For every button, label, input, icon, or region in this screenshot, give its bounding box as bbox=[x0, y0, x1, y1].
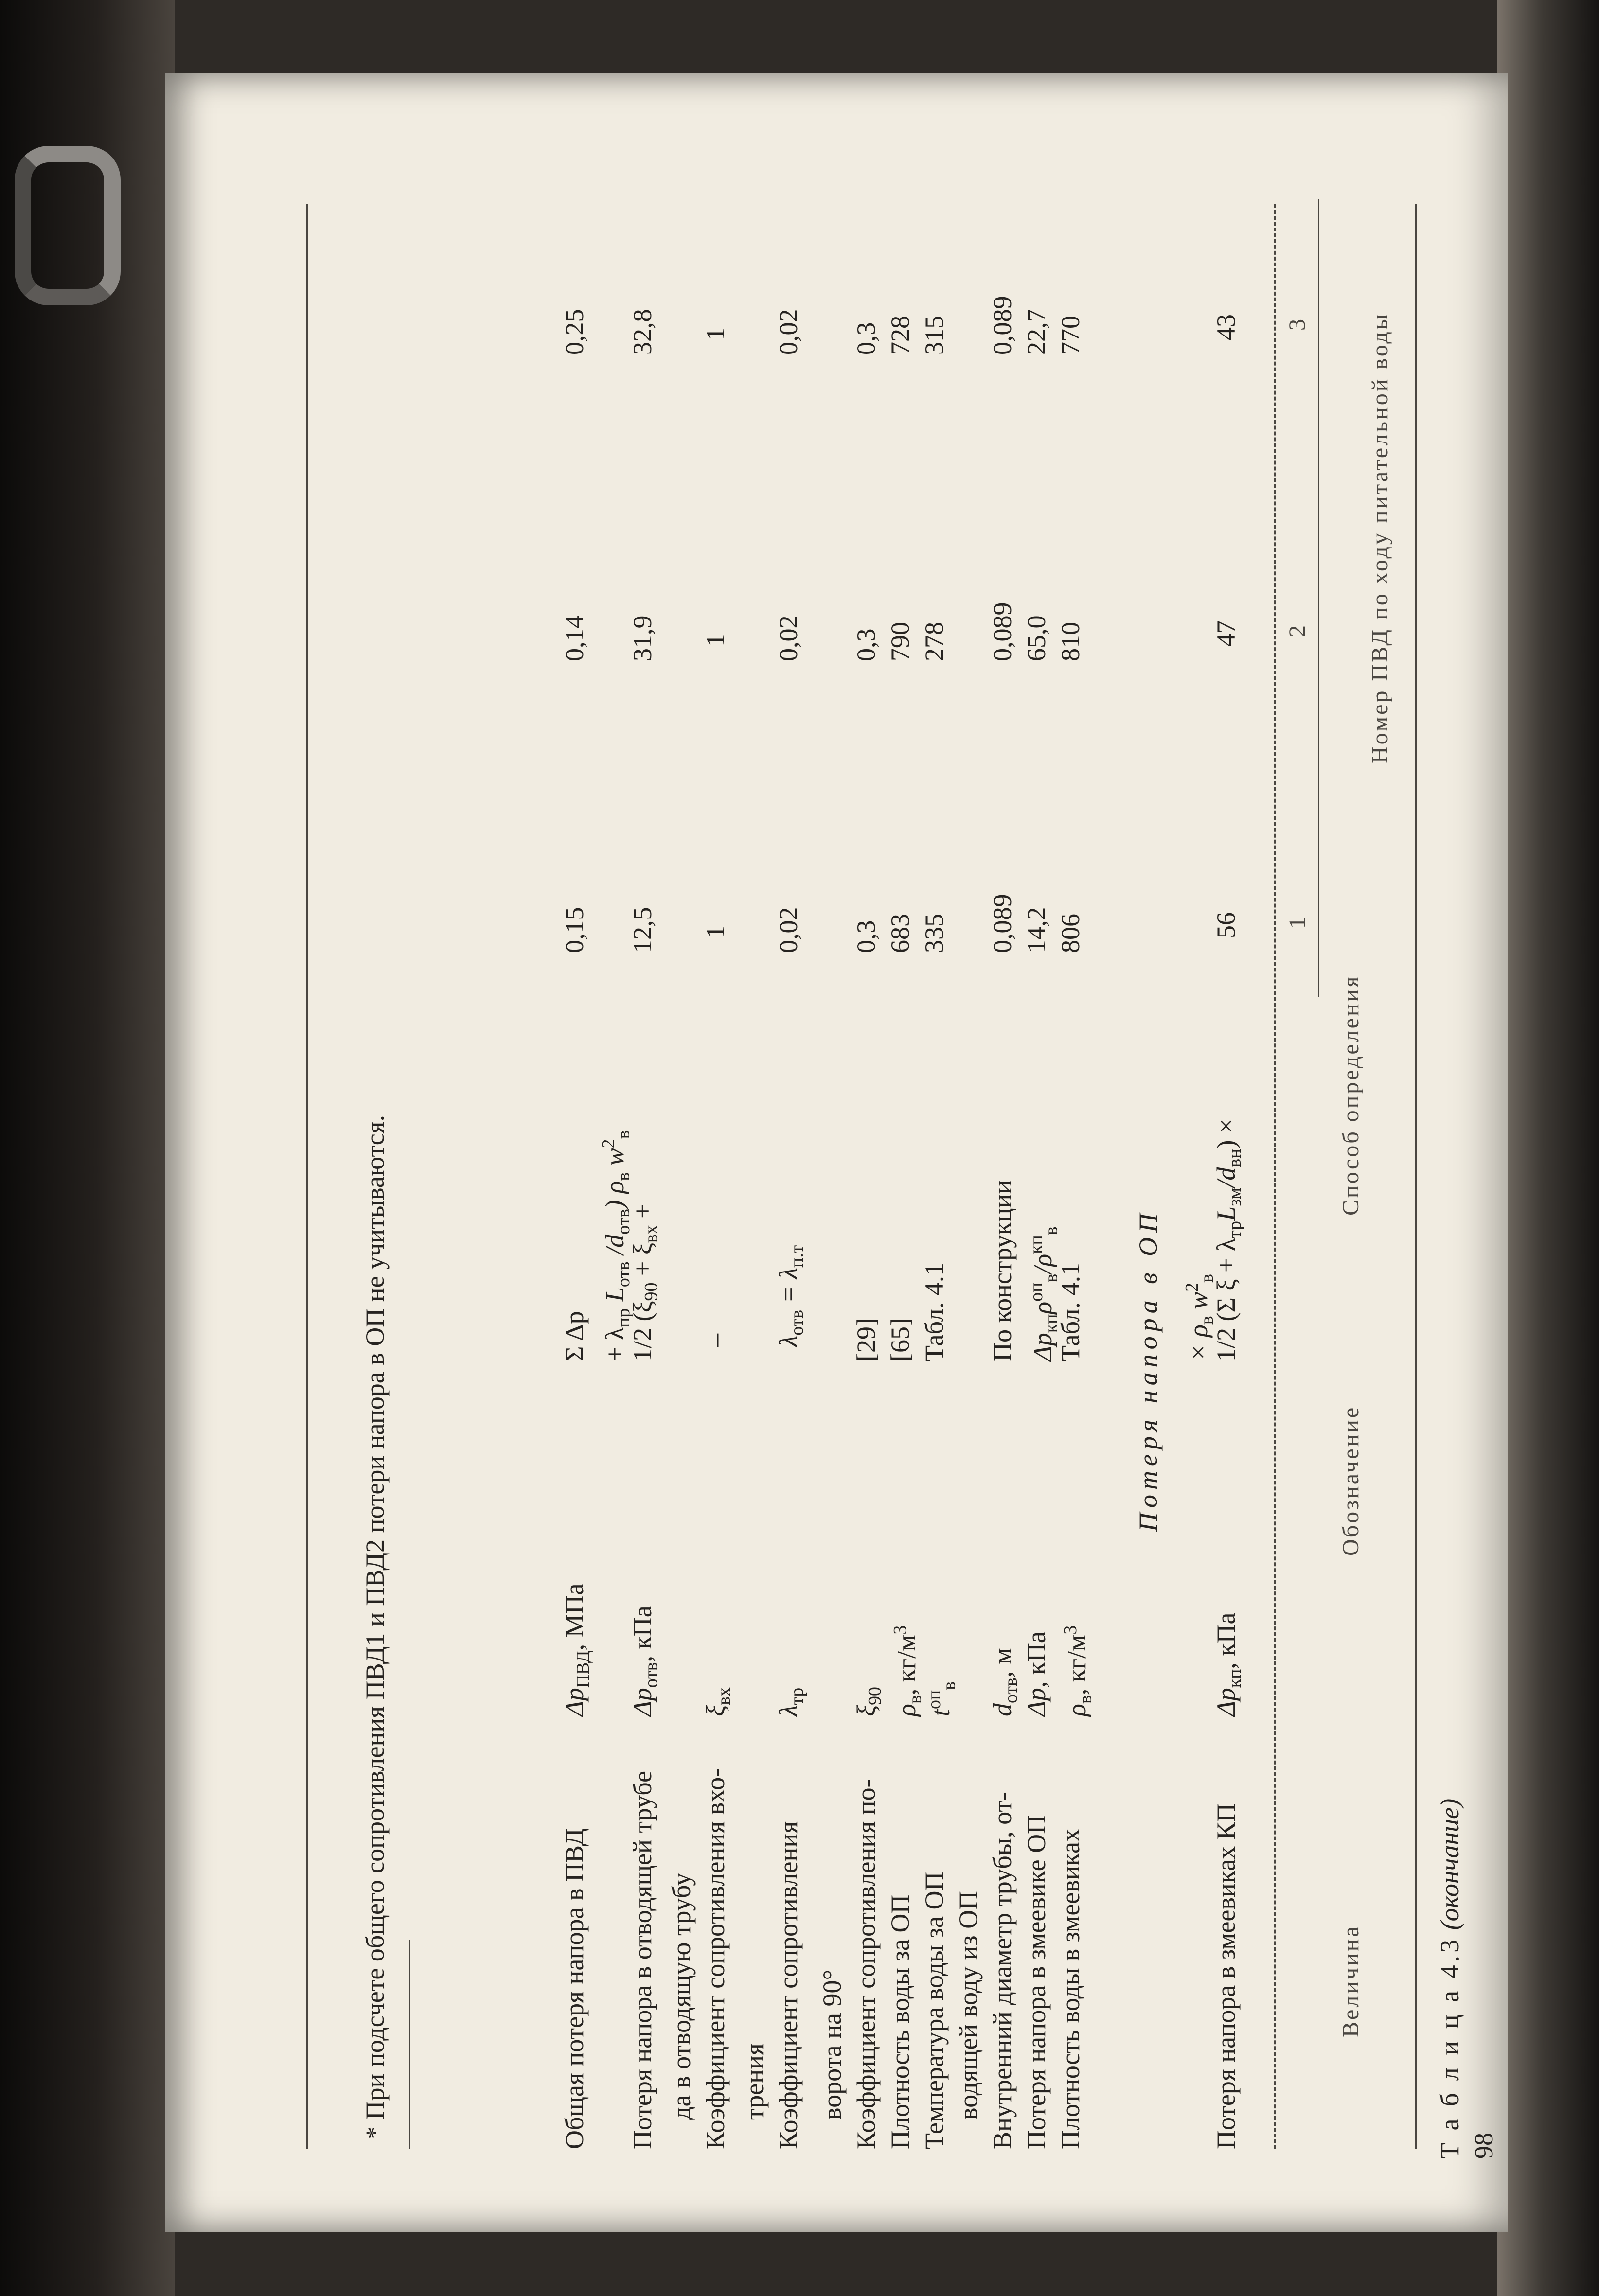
group-header-rule bbox=[1318, 199, 1319, 997]
row-v2: 0,089 bbox=[988, 602, 1017, 661]
row-method: Табл. 4.1 bbox=[1056, 1262, 1085, 1361]
f1e: /d bbox=[1211, 1167, 1241, 1188]
f2a: × ρ bbox=[1184, 1325, 1213, 1361]
row-method-2 bbox=[593, 1130, 639, 1361]
f1c: L bbox=[1211, 1206, 1241, 1221]
symbol-sub: кп bbox=[1224, 1669, 1245, 1688]
row-method: По конструкции bbox=[988, 1180, 1017, 1361]
f1g: ) × bbox=[1211, 1118, 1241, 1149]
row-v1: 683 bbox=[886, 914, 915, 953]
unit: , кПа bbox=[1022, 1631, 1051, 1688]
row-v1: 1 bbox=[701, 925, 730, 938]
unit-sup: 3 bbox=[1060, 1625, 1081, 1635]
m-sup: оп bbox=[1026, 1282, 1047, 1302]
sym-sub: ПВД bbox=[572, 1650, 593, 1688]
row-v2: 810 bbox=[1056, 622, 1085, 661]
symbol-text: Δp bbox=[1211, 1688, 1241, 1716]
f1f: вн bbox=[1224, 1148, 1245, 1167]
m-tail: + bbox=[628, 1203, 657, 1225]
row-method bbox=[773, 1245, 812, 1347]
row-v2: 0,14 bbox=[560, 615, 589, 661]
row-v2: 31,9 bbox=[628, 615, 657, 661]
sym-sub: отв bbox=[1000, 1678, 1021, 1703]
sym: Δp bbox=[1022, 1688, 1051, 1716]
header-notation: Обозначение bbox=[1338, 1405, 1364, 1556]
header-hpd-group: Номер ПВД по ходу питательной воды bbox=[1367, 312, 1393, 763]
row-kp-formula-2 bbox=[1177, 1274, 1222, 1361]
m: Δp bbox=[1028, 1333, 1057, 1361]
l2-w: w bbox=[600, 1148, 629, 1172]
sym: ξ bbox=[852, 1705, 881, 1716]
m: 1/2 (ξ bbox=[628, 1301, 657, 1361]
m-sub3: в bbox=[1041, 1226, 1062, 1236]
row-v1: 0,3 bbox=[852, 920, 881, 953]
row-name: Коэффициент сопротивления вхо- bbox=[701, 1768, 730, 2149]
row-method: Табл. 4.1 bbox=[920, 1262, 949, 1361]
row-v3: 22,7 bbox=[1022, 309, 1051, 355]
row-v3: 0,25 bbox=[560, 309, 589, 355]
f1a: 1/2 (Σ ξ + λ bbox=[1211, 1238, 1241, 1361]
m-sub: отв bbox=[786, 1309, 807, 1336]
binder-clip bbox=[15, 146, 121, 305]
row-v2: 0,02 bbox=[774, 615, 803, 661]
row-symbol bbox=[627, 1606, 666, 1716]
footnote: * При подсчете общего сопротивления ПВД1 и ПВД2 потери напора в ОП не учитываются. bbox=[360, 1114, 390, 2139]
row-v3: 32,8 bbox=[628, 309, 657, 355]
header-bottom-rule bbox=[1274, 204, 1276, 2149]
m-sub3: вх bbox=[640, 1225, 661, 1243]
row-v1: 806 bbox=[1056, 914, 1085, 953]
row-symbol bbox=[559, 1583, 598, 1716]
row-kp-v3: 43 bbox=[1211, 314, 1241, 340]
table-bottom-rule bbox=[306, 204, 308, 2149]
l2-sub: пр bbox=[613, 1308, 634, 1327]
table-title-label: Т а б л и ц а 4.3 bbox=[1435, 1936, 1464, 2159]
row-kp-v2: 47 bbox=[1211, 620, 1241, 647]
m-sub3: п.т bbox=[786, 1245, 807, 1268]
row-symbol bbox=[773, 1688, 812, 1716]
row-symbol bbox=[885, 1625, 930, 1716]
row-v3: 728 bbox=[886, 316, 915, 355]
f1d: зм bbox=[1224, 1187, 1245, 1206]
f2d: 2 bbox=[1182, 1282, 1202, 1292]
row-name: Коэффициент сопротивления bbox=[774, 1821, 803, 2149]
sym: t bbox=[926, 1709, 955, 1716]
table-title bbox=[1435, 1799, 1465, 2159]
row-v1: 14,2 bbox=[1022, 907, 1051, 953]
unit: , кг/м bbox=[892, 1634, 921, 1696]
table-title-note: (окончание) bbox=[1435, 1798, 1464, 1930]
row-v1: 12,5 bbox=[628, 907, 657, 953]
m-sub: кп bbox=[1041, 1314, 1062, 1333]
l2-sub5: в bbox=[613, 1130, 634, 1139]
section-title: Потеря напора в ОП bbox=[1134, 1208, 1163, 1532]
sym-sub: тр bbox=[786, 1687, 807, 1705]
row-name: Потеря напора в отводящей трубе bbox=[628, 1771, 657, 2149]
l2-mid: L bbox=[600, 1287, 629, 1308]
sym: ρ bbox=[1062, 1704, 1091, 1716]
row-v2: 65,0 bbox=[1022, 615, 1051, 661]
book-page bbox=[165, 73, 1508, 2232]
row-v2: 278 bbox=[920, 622, 949, 661]
row-v2: 790 bbox=[886, 622, 915, 661]
row-method: [65] bbox=[886, 1318, 915, 1361]
unit-sup: 3 bbox=[890, 1625, 910, 1635]
unit: , кПа bbox=[628, 1606, 657, 1662]
row-method bbox=[1021, 1226, 1066, 1361]
row-method: Σ Δp bbox=[560, 1311, 589, 1361]
m-end: /ρ bbox=[1028, 1254, 1057, 1274]
row-name-cont: водящей воду из ОП bbox=[954, 1890, 983, 2120]
sym: ξ bbox=[701, 1705, 730, 1716]
sym-sub: вх bbox=[713, 1687, 734, 1705]
header-method: Способ определения bbox=[1338, 974, 1364, 1216]
table-top-rule bbox=[1415, 204, 1417, 2149]
l2-sub4: в bbox=[613, 1172, 634, 1181]
row-name: Плотность воды за ОП bbox=[886, 1894, 915, 2149]
row-v3: 770 bbox=[1056, 316, 1085, 355]
row-v3: 0,3 bbox=[852, 322, 881, 355]
l2-sub3: отв bbox=[613, 1209, 634, 1235]
sym-sub: в bbox=[939, 1681, 959, 1690]
row-kp-symbol bbox=[1211, 1613, 1250, 1717]
row-v2: 1 bbox=[701, 634, 730, 647]
l2-tail: ) ρ bbox=[600, 1181, 629, 1209]
header-col-3: 3 bbox=[1284, 317, 1310, 331]
sym-sub: отв bbox=[640, 1662, 661, 1688]
row-v2: 0,3 bbox=[852, 628, 881, 661]
sym-sub: в bbox=[905, 1695, 925, 1704]
f1b: тр bbox=[1224, 1220, 1245, 1238]
f2e: в bbox=[1196, 1273, 1217, 1283]
page-number: 98 bbox=[1469, 2133, 1498, 2159]
l2-sup: 2 bbox=[598, 1139, 619, 1148]
row-name-cont: трения bbox=[740, 2043, 769, 2120]
header-col-1: 1 bbox=[1284, 915, 1310, 929]
unit: , МПа bbox=[560, 1583, 589, 1651]
unit: , м bbox=[988, 1648, 1017, 1678]
row-v3: 0,02 bbox=[774, 309, 803, 355]
header-col-2: 2 bbox=[1284, 623, 1310, 637]
row-symbol bbox=[987, 1648, 1026, 1716]
row-symbol bbox=[700, 1687, 739, 1716]
sym: ρ bbox=[892, 1704, 921, 1716]
header-quantity: Величина bbox=[1338, 1925, 1364, 2037]
row-v3: 315 bbox=[920, 316, 949, 355]
row-name-cont: да в отводящую трубу bbox=[667, 1872, 696, 2120]
sym-sub: 90 bbox=[864, 1687, 885, 1705]
sym-sub: в bbox=[1075, 1695, 1096, 1704]
footnote-rule bbox=[409, 1940, 410, 2149]
f2b: в bbox=[1196, 1316, 1217, 1325]
sym: λ bbox=[774, 1705, 803, 1716]
book-binding bbox=[1497, 0, 1599, 2296]
l2-sub2: отв bbox=[613, 1261, 634, 1288]
row-symbol bbox=[851, 1687, 890, 1716]
row-method: – bbox=[701, 1334, 730, 1347]
row-name: Общая потеря напора в ПВД bbox=[560, 1828, 589, 2149]
m-end: + ξ bbox=[628, 1243, 657, 1283]
row-name: Потеря напора в змеевике ОП bbox=[1022, 1815, 1051, 2149]
sym: Δp bbox=[560, 1688, 589, 1716]
m-sub: 90 bbox=[640, 1282, 661, 1301]
rotated-table-content bbox=[199, 83, 1508, 2173]
row-name-cont: ворота на 90° bbox=[817, 1969, 847, 2120]
m-sup2: кп bbox=[1026, 1235, 1047, 1254]
row-v3: 0,089 bbox=[988, 296, 1017, 355]
symbol-unit: , кПа bbox=[1211, 1612, 1241, 1669]
m: λ bbox=[774, 1335, 803, 1347]
m-mid: ρ bbox=[1028, 1301, 1057, 1314]
row-v1: 0,089 bbox=[988, 894, 1017, 953]
desk-background bbox=[0, 0, 175, 2296]
sym-sup: оп bbox=[924, 1690, 944, 1709]
row-v1: 0,02 bbox=[774, 907, 803, 953]
row-name: Внутренний диаметр трубы, от- bbox=[988, 1792, 1017, 2149]
row-name: Плотность воды в змеевиках bbox=[1056, 1828, 1085, 2149]
m-sub2: в bbox=[1041, 1273, 1062, 1283]
m-end: = λ bbox=[774, 1268, 803, 1310]
unit: , кг/м bbox=[1062, 1634, 1091, 1696]
row-name: Коэффициент сопротивления по- bbox=[852, 1779, 881, 2149]
l2: + λ bbox=[600, 1327, 629, 1361]
row-v1: 335 bbox=[920, 914, 949, 953]
row-name: Температура воды за ОП bbox=[920, 1872, 949, 2149]
sym: d bbox=[988, 1703, 1017, 1716]
row-kp-v1: 56 bbox=[1211, 912, 1241, 938]
l2-end: /d bbox=[600, 1234, 629, 1262]
row-v3: 1 bbox=[701, 327, 730, 340]
sym: Δp bbox=[628, 1688, 657, 1716]
row-kp-name: Потеря напора в змеевиках КП bbox=[1211, 1803, 1241, 2149]
row-v1: 0,15 bbox=[560, 907, 589, 953]
row-symbol bbox=[1055, 1625, 1101, 1716]
f2c: w bbox=[1184, 1291, 1213, 1316]
row-method: [29] bbox=[852, 1318, 881, 1361]
